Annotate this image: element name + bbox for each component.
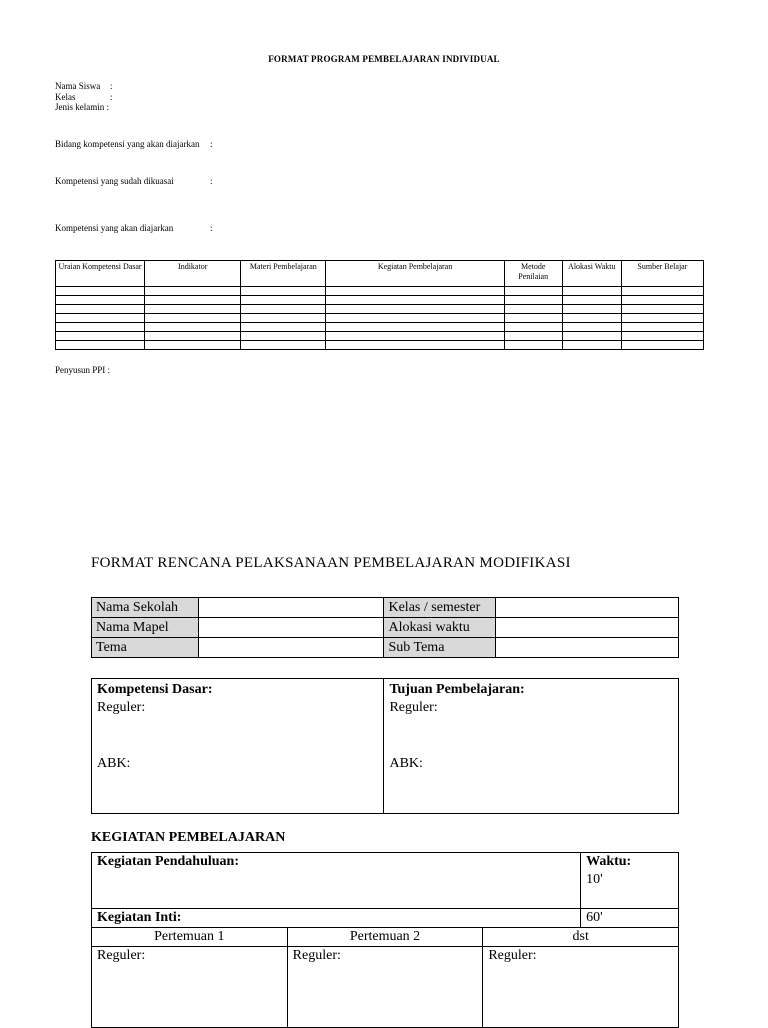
table-row [92, 598, 679, 618]
reguler-label: Reguler: [97, 700, 146, 715]
kegiatan-title: KEGIATAN PEMBELAJARAN [91, 830, 286, 845]
dst-header: dst [483, 928, 679, 947]
tema-label: Tema [92, 638, 199, 658]
col-header: Alokasi Waktu [562, 261, 621, 287]
table-row [92, 947, 679, 1028]
dst-cell [483, 947, 679, 1028]
ppi-title: FORMAT PROGRAM PEMBELAJARAN INDIVIDUAL [268, 54, 500, 64]
table-row [56, 287, 704, 296]
pertemuan-1-cell [92, 947, 288, 1028]
kompetensi-dasar-heading: Kompetensi Dasar: [97, 682, 213, 697]
kegiatan-inti-label: Kegiatan Inti: [97, 910, 182, 925]
pertemuan-2-header: Pertemuan 2 [287, 928, 483, 947]
field-sep: : [110, 81, 113, 91]
tema-value[interactable] [198, 638, 384, 658]
sub-tema-label: Sub Tema [384, 638, 496, 658]
pertemuan-1-header: Pertemuan 1 [92, 928, 288, 947]
reguler-label: Reguler: [292, 948, 341, 963]
kelas-semester-label: Kelas / semester [384, 598, 496, 618]
field-sep: : [106, 102, 110, 112]
rpp-info-table [91, 597, 679, 658]
comp-label: Kompetensi yang akan diajarkan [55, 223, 174, 233]
kegiatan-table [91, 852, 679, 1028]
kelas-semester-value[interactable] [496, 598, 679, 618]
rpp-title: FORMAT RENCANA PELAKSANAAN PEMBELAJARAN MODIFIKASI [91, 555, 571, 571]
col-header: Materi Pembelajaran [241, 261, 326, 287]
ppi-table-header [56, 261, 704, 287]
ppi-table [55, 260, 704, 350]
kegiatan-pendahuluan-label: Kegiatan Pendahuluan: [97, 854, 239, 869]
kompetensi-dikuasai [55, 176, 213, 186]
waktu-pendahuluan: 10' [586, 872, 603, 887]
col-header: Metode Penilaian [504, 261, 562, 287]
table-row [56, 323, 704, 332]
pertemuan-2-cell [287, 947, 483, 1028]
comp-label: Bidang kompetensi yang akan diajarkan [55, 139, 200, 149]
kegiatan-pendahuluan-cell [92, 853, 581, 909]
table-row [92, 928, 679, 947]
nama-mapel-label: Nama Mapel [92, 618, 199, 638]
table-row [56, 314, 704, 323]
col-header: Indikator [145, 261, 241, 287]
tujuan-pembelajaran-heading: Tujuan Pembelajaran: [389, 682, 525, 697]
table-row [56, 296, 704, 305]
col-header: Kegiatan Pembelajaran [326, 261, 504, 287]
table-row [56, 332, 704, 341]
sub-tema-value[interactable] [496, 638, 679, 658]
bidang-kompetensi [55, 139, 213, 149]
field-jenis-kelamin [55, 101, 109, 113]
reguler-label: Reguler: [488, 948, 537, 963]
waktu-cell [581, 853, 679, 909]
field-sep: : [110, 92, 113, 102]
waktu-inti: 60' [581, 909, 679, 928]
table-row [92, 909, 679, 928]
nama-mapel-value[interactable] [198, 618, 384, 638]
alokasi-waktu-label: Alokasi waktu [384, 618, 496, 638]
field-label: Kelas [55, 92, 76, 102]
table-row [92, 679, 679, 814]
kompetensi-tujuan-table [91, 678, 679, 814]
tujuan-pembelajaran-cell [384, 679, 679, 814]
table-row [92, 618, 679, 638]
comp-sep: : [210, 223, 213, 233]
kegiatan-inti-cell [92, 909, 581, 928]
comp-label: Kompetensi yang sudah dikuasai [55, 176, 174, 186]
kompetensi-diajarkan [55, 223, 213, 233]
reguler-label: Reguler: [389, 700, 438, 715]
table-row [56, 341, 704, 350]
table-row [56, 305, 704, 314]
col-header: Uraian Kompetensi Dasar [56, 261, 145, 287]
abk-label: ABK: [389, 756, 423, 771]
waktu-label: Waktu: [586, 854, 632, 869]
kompetensi-dasar-cell [92, 679, 384, 814]
col-header: Sumber Belajar [621, 261, 703, 287]
comp-sep: : [210, 176, 213, 186]
field-label: Nama Siswa [55, 81, 101, 91]
nama-sekolah-value[interactable] [198, 598, 384, 618]
reguler-label: Reguler: [97, 948, 146, 963]
penyusun-ppi: Penyusun PPI : [55, 365, 111, 375]
comp-sep: : [210, 139, 213, 149]
nama-sekolah-label: Nama Sekolah [92, 598, 199, 618]
table-row [92, 638, 679, 658]
field-label: Jenis kelamin [55, 102, 105, 112]
alokasi-waktu-value[interactable] [496, 618, 679, 638]
table-row [92, 853, 679, 909]
abk-label: ABK: [97, 756, 131, 771]
